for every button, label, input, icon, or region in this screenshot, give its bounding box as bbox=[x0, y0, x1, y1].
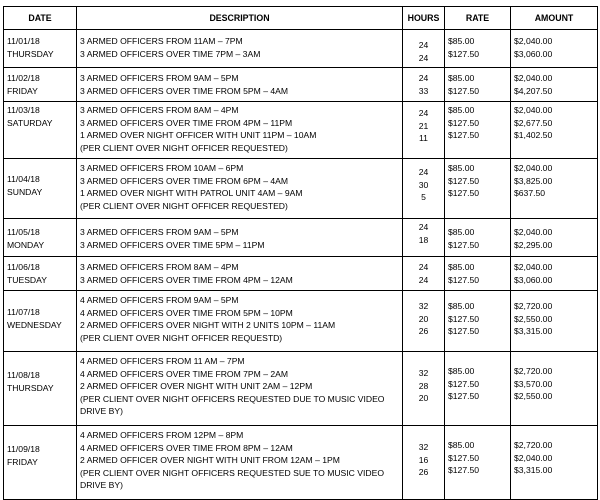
billing-table bbox=[3, 6, 598, 500]
rate-value: $85.00 bbox=[448, 73, 475, 83]
rate-value: $127.50 bbox=[448, 175, 480, 186]
table-row bbox=[4, 426, 598, 500]
description-line: 3 ARMED OFFICERS OVER TIME 7PM – 3AM bbox=[80, 48, 261, 59]
description-line: 4 ARMED OFFICERS OVER TIME FROM 7PM – 2AM bbox=[80, 368, 289, 379]
amount-value: $2,040.00 bbox=[514, 163, 553, 173]
date-cell bbox=[4, 291, 77, 352]
hours-value: 16 bbox=[418, 454, 429, 465]
amount-value: $2,550.00 bbox=[514, 313, 553, 324]
description-line: 3 ARMED OFFICERS OVER TIME 5PM – 11PM bbox=[80, 239, 265, 250]
table-row bbox=[4, 68, 598, 102]
amount-value: $2,677.50 bbox=[514, 117, 553, 128]
rate-cell bbox=[445, 426, 511, 500]
description-line: 1 ARMED OVER NIGHT WITH PATROL UNIT 4AM – 9AM bbox=[80, 188, 303, 199]
description-line: 4 ARMED OFFICERS FROM 11 AM – 7PM bbox=[80, 356, 245, 366]
hours-value: 30 bbox=[418, 179, 429, 190]
hours-value: 26 bbox=[418, 467, 429, 478]
hours-value: 24 bbox=[418, 108, 429, 118]
amount-value: $1,402.50 bbox=[514, 130, 553, 141]
hours-value: 28 bbox=[418, 380, 429, 391]
amount-cell bbox=[511, 30, 598, 68]
description-cell bbox=[77, 426, 403, 500]
description-note: (PER CLIENT OVER NIGHT OFFICER REQUESTED) bbox=[80, 142, 288, 153]
rate-value: $127.50 bbox=[448, 452, 480, 463]
description-line: 3 ARMED OFFICERS OVER TIME FROM 4PM – 12AM bbox=[80, 274, 293, 285]
description-line: 4 ARMED OFFICERS OVER TIME FROM 8PM – 12AM bbox=[80, 442, 293, 453]
hours-value: 24 bbox=[418, 222, 429, 232]
hours-cell bbox=[403, 352, 445, 426]
day-value: THURSDAY bbox=[7, 48, 54, 59]
date-value: 11/03/18 bbox=[7, 105, 40, 115]
hours-cell bbox=[403, 30, 445, 68]
description-line: 3 ARMED OFFICERS FROM 11AM – 7PM bbox=[80, 36, 243, 46]
amount-value: $4,207.50 bbox=[514, 85, 553, 96]
description-line: 2 ARMED OFFICER OVER NIGHT WITH UNIT FROM 12AM – 1PM bbox=[80, 455, 340, 466]
header-amount: AMOUNT bbox=[511, 7, 598, 30]
amount-value: $2,040.00 bbox=[514, 73, 553, 83]
date-cell bbox=[4, 352, 77, 426]
description-line: 3 ARMED OFFICERS FROM 8AM – 4PM bbox=[80, 262, 239, 272]
date-value: 11/08/18 bbox=[7, 370, 40, 380]
amount-value: $2,720.00 bbox=[514, 366, 553, 376]
rate-value: $127.50 bbox=[448, 391, 480, 402]
hours-value: 32 bbox=[418, 301, 429, 311]
rate-value: $85.00 bbox=[448, 163, 475, 173]
amount-cell bbox=[511, 291, 598, 352]
rate-cell bbox=[445, 257, 511, 291]
hours-value: 21 bbox=[418, 120, 429, 131]
date-cell bbox=[4, 257, 77, 291]
amount-cell bbox=[511, 68, 598, 102]
hours-value: 11 bbox=[419, 133, 428, 144]
header-date: DATE bbox=[4, 7, 77, 30]
rate-value: $85.00 bbox=[448, 36, 475, 46]
hours-value: 24 bbox=[418, 262, 429, 272]
table-row bbox=[4, 352, 598, 426]
description-line: 1 ARMED OVER NIGHT OFFICER WITH UNIT 11PM – 10AM bbox=[80, 130, 317, 141]
day-value: SATURDAY bbox=[7, 117, 53, 128]
amount-cell bbox=[511, 102, 598, 159]
hours-cell bbox=[403, 159, 445, 219]
description-cell bbox=[77, 159, 403, 219]
day-value: FRIDAY bbox=[7, 85, 38, 96]
amount-cell bbox=[511, 159, 598, 219]
amount-value: $2,040.00 bbox=[514, 262, 553, 272]
date-value: 11/02/18 bbox=[7, 73, 40, 83]
rate-cell bbox=[445, 291, 511, 352]
description-note: (PER CLIENT OVER NIGHT OFFICER REQUESTD) bbox=[80, 332, 283, 343]
day-value: MONDAY bbox=[7, 239, 45, 250]
table-row bbox=[4, 159, 598, 219]
hours-cell bbox=[403, 102, 445, 159]
hours-value: 24 bbox=[418, 73, 429, 83]
date-cell bbox=[4, 219, 77, 257]
description-line: 2 ARMED OFFICER OVER NIGHT WITH UNIT 2AM – 12PM bbox=[80, 381, 313, 392]
rate-value: $127.50 bbox=[448, 130, 480, 141]
hours-value: 33 bbox=[418, 85, 429, 96]
description-cell bbox=[77, 257, 403, 291]
hours-cell bbox=[403, 219, 445, 257]
date-value: 11/05/18 bbox=[7, 227, 40, 237]
date-cell bbox=[4, 30, 77, 68]
description-line: 3 ARMED OFFICERS OVER TIME FROM 5PM – 4AM bbox=[80, 85, 289, 96]
rate-cell bbox=[445, 219, 511, 257]
rate-value: $127.50 bbox=[448, 188, 480, 199]
amount-value: $3,825.00 bbox=[514, 175, 553, 186]
table-row bbox=[4, 291, 598, 352]
amount-value: $2,295.00 bbox=[514, 239, 553, 250]
amount-value: $3,315.00 bbox=[514, 465, 553, 476]
amount-value: $2,040.00 bbox=[514, 105, 553, 115]
hours-value: 5 bbox=[421, 192, 426, 203]
amount-value: $3,060.00 bbox=[514, 274, 553, 285]
hours-value: 20 bbox=[418, 393, 429, 404]
description-line: 3 ARMED OFFICERS OVER TIME FROM 6PM – 4AM bbox=[80, 175, 289, 186]
date-cell bbox=[4, 159, 77, 219]
hours-value: 24 bbox=[418, 274, 429, 285]
description-line: 3 ARMED OFFICERS FROM 10AM – 6PM bbox=[80, 163, 244, 173]
hours-value: 18 bbox=[418, 234, 429, 245]
hours-value: 32 bbox=[418, 368, 429, 378]
amount-cell bbox=[511, 426, 598, 500]
rate-value: $127.50 bbox=[448, 274, 480, 285]
table-row bbox=[4, 30, 598, 68]
date-value: 11/09/18 bbox=[7, 444, 40, 454]
description-line: 3 ARMED OFFICERS FROM 8AM – 4PM bbox=[80, 105, 239, 115]
hours-value: 24 bbox=[418, 52, 429, 63]
date-cell bbox=[4, 426, 77, 500]
hours-value: 24 bbox=[418, 167, 429, 177]
rate-value: $127.50 bbox=[448, 85, 480, 96]
header-rate: RATE bbox=[445, 7, 511, 30]
rate-value: $127.50 bbox=[448, 465, 480, 476]
description-line: 3 ARMED OFFICERS FROM 9AM – 5PM bbox=[80, 73, 239, 83]
description-line: 4 ARMED OFFICERS FROM 12PM – 8PM bbox=[80, 430, 244, 440]
amount-value: $3,570.00 bbox=[514, 378, 553, 389]
amount-cell bbox=[511, 257, 598, 291]
rate-value: $127.50 bbox=[448, 326, 480, 337]
rate-cell bbox=[445, 352, 511, 426]
amount-value: $637.50 bbox=[514, 188, 546, 199]
description-note: (PER CLIENT OVER NIGHT OFFICERS REQUESTED DUE TO MUSIC VIDEO DRIVE BY) bbox=[80, 393, 385, 417]
date-cell bbox=[4, 68, 77, 102]
rate-value: $127.50 bbox=[448, 48, 480, 59]
description-cell bbox=[77, 30, 403, 68]
amount-cell bbox=[511, 352, 598, 426]
rate-value: $85.00 bbox=[448, 301, 475, 311]
amount-value: $3,315.00 bbox=[514, 326, 553, 337]
description-line: 2 ARMED OFFICERS OVER NIGHT WITH 2 UNITS 10PM – 11AM bbox=[80, 320, 336, 331]
hours-value: 32 bbox=[418, 442, 429, 452]
amount-value: $2,720.00 bbox=[514, 440, 553, 450]
amount-value: $2,040.00 bbox=[514, 36, 553, 46]
rate-cell bbox=[445, 159, 511, 219]
description-cell bbox=[77, 102, 403, 159]
description-cell bbox=[77, 352, 403, 426]
description-line: 3 ARMED OFFICERS OVER TIME FROM 4PM – 11PM bbox=[80, 117, 293, 128]
rate-value: $127.50 bbox=[448, 378, 480, 389]
hours-value: 20 bbox=[418, 313, 429, 324]
amount-value: $2,040.00 bbox=[514, 227, 553, 237]
hours-cell bbox=[403, 291, 445, 352]
date-value: 11/04/18 bbox=[7, 174, 40, 184]
day-value: THURSDAY bbox=[7, 382, 54, 393]
rate-value: $85.00 bbox=[448, 227, 475, 237]
hours-cell bbox=[403, 426, 445, 500]
rate-cell bbox=[445, 30, 511, 68]
table-row bbox=[4, 219, 598, 257]
date-value: 11/01/18 bbox=[7, 36, 40, 46]
day-value: FRIDAY bbox=[7, 456, 38, 467]
hours-value: 26 bbox=[418, 326, 429, 337]
rate-cell bbox=[445, 102, 511, 159]
rate-value: $127.50 bbox=[448, 239, 480, 250]
amount-value: $3,060.00 bbox=[514, 48, 553, 59]
description-cell bbox=[77, 219, 403, 257]
header-hours: HOURS bbox=[403, 7, 445, 30]
header-description: DESCRIPTION bbox=[77, 7, 403, 30]
description-note: (PER CLIENT OVER NIGHT OFFICER REQUESTED) bbox=[80, 200, 288, 211]
rate-value: $127.50 bbox=[448, 313, 480, 324]
rate-value: $85.00 bbox=[448, 105, 475, 115]
rate-value: $85.00 bbox=[448, 262, 475, 272]
amount-value: $2,720.00 bbox=[514, 301, 553, 311]
rate-value: $85.00 bbox=[448, 440, 475, 450]
amount-cell bbox=[511, 219, 598, 257]
description-line: 4 ARMED OFFICERS OVER TIME FROM 5PM – 10PM bbox=[80, 307, 293, 318]
rate-cell bbox=[445, 68, 511, 102]
amount-value: $2,040.00 bbox=[514, 452, 553, 463]
day-value: WEDNESDAY bbox=[7, 319, 62, 330]
table-row bbox=[4, 102, 598, 159]
hours-value: 24 bbox=[418, 40, 429, 50]
date-cell bbox=[4, 102, 77, 159]
hours-cell bbox=[403, 68, 445, 102]
day-value: TUESDAY bbox=[7, 274, 47, 285]
day-value: SUNDAY bbox=[7, 186, 43, 197]
description-cell bbox=[77, 291, 403, 352]
header-row bbox=[4, 7, 598, 30]
description-line: 4 ARMED OFFICERS FROM 9AM – 5PM bbox=[80, 295, 239, 305]
date-value: 11/06/18 bbox=[7, 262, 40, 272]
description-note: (PER CLIENT OVER NIGHT OFFICERS REQUESTED SUE TO MUSIC VIDEO DRIVE BY) bbox=[80, 467, 385, 491]
hours-cell bbox=[403, 257, 445, 291]
table-row bbox=[4, 257, 598, 291]
rate-value: $127.50 bbox=[448, 117, 480, 128]
amount-value: $2,550.00 bbox=[514, 391, 553, 402]
date-value: 11/07/18 bbox=[7, 307, 40, 317]
description-cell bbox=[77, 68, 403, 102]
description-line: 3 ARMED OFFICERS FROM 9AM – 5PM bbox=[80, 227, 239, 237]
rate-value: $85.00 bbox=[448, 366, 475, 376]
